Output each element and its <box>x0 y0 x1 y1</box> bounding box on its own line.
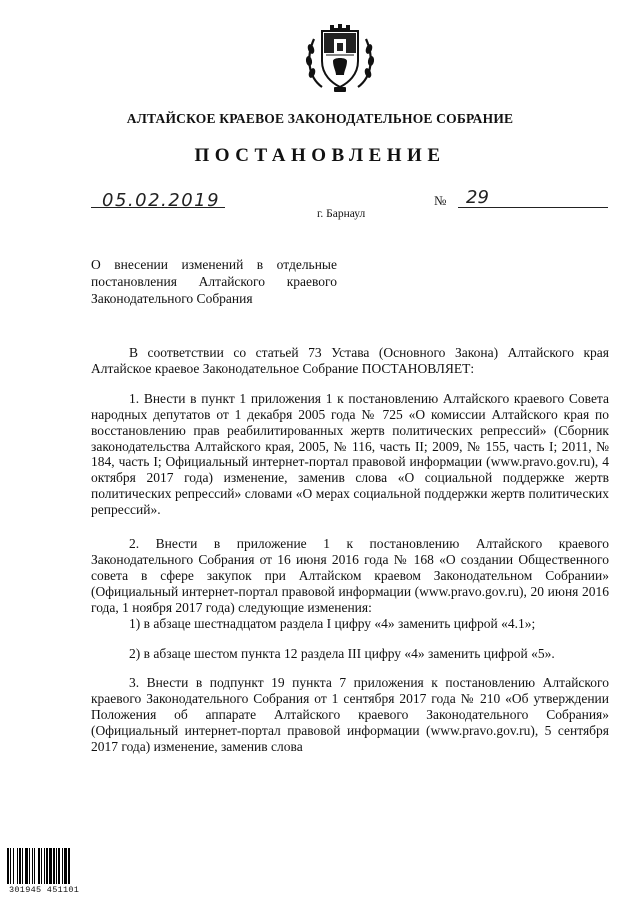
intro-paragraph: В соответствии со статьей 73 Устава (Основного Закона) Алтайского края Алтайское краевое Законодательное Собрание ПОСТАНОВЛЯЕТ: <box>91 345 609 376</box>
city-name: г. Барнаул <box>317 208 366 220</box>
item-2-subitem-1: 1) в абзаце шестнадцатом раздела I цифру «4» заменить цифрой «4.1»; <box>129 615 536 631</box>
document-type-title: ПОСТАНОВЛЕНИЕ <box>194 145 446 166</box>
barcode-number: 301945 451101 <box>9 885 80 895</box>
date-underline <box>91 207 225 208</box>
document-subject: О внесении изменений в отдельные постановления Алтайского краевого Законодательного Собрания <box>91 257 337 306</box>
document-body <box>91 345 609 755</box>
document-barcode <box>7 848 117 898</box>
item-2-subitem-2: 2) в абзаце шестом пункта 12 раздела III цифру «4» заменить цифрой «5». <box>129 645 555 661</box>
number-label: № <box>434 193 447 208</box>
organization-name: АЛТАЙСКОЕ КРАЕВОЕ ЗАКОНОДАТЕЛЬНОЕ СОБРАНИЕ <box>126 111 514 126</box>
barcode-icon <box>7 848 113 884</box>
item-3-paragraph: 3. Внести в подпункт 19 пункта 7 приложения к постановлению Алтайского краевого Законодательного Собрания от 1 сентября 2017 года № 210 «Об утверждении Положения об аппарате Алтайского краевого Законодательного Собрания» (Официальный интернет-портал правовой информации (www.pravo.gov.ru), 5 сентября 2017 года) изменение, заменив слова <box>91 675 609 755</box>
document-number: 29 <box>466 187 489 208</box>
number-underline <box>458 207 608 208</box>
coat-of-arms-icon <box>300 17 380 97</box>
document-date: 05.02.2019 <box>102 190 221 211</box>
item-1-paragraph: 1. Внести в пункт 1 приложения 1 к постановлению Алтайского краевого Совета народных депутатов от 1 декабря 2005 года № 725 «О комиссии Алтайского края по восстановлению прав реабилитированных жертв политических репрессий» (Сборник законодательства Алтайского края, 2005, № 116, часть II; 2009, № 155, часть I; 2011, № 184, часть I; Официальный интернет-портал правовой информации (www.pravo.gov.ru), 4 октября 2017 года) изменение, заменив слова «О социальной поддержке жертв политических репрессий» словами «О мерах социальной поддержки жертв политических репрессий». <box>91 390 609 518</box>
item-2-paragraph: 2. Внести в приложение 1 к постановлению Алтайского краевого Законодательного Собрания от 16 июня 2016 года № 168 «О создании Общественного совета в сфере закупок при Алтайском краевом Законодательном Собрании» (Официальный интернет-портал правовой информации (www.pravo.gov.ru), 20 июня 2016 года, 1 ноября 2017 года) следующие изменения: <box>91 536 609 615</box>
